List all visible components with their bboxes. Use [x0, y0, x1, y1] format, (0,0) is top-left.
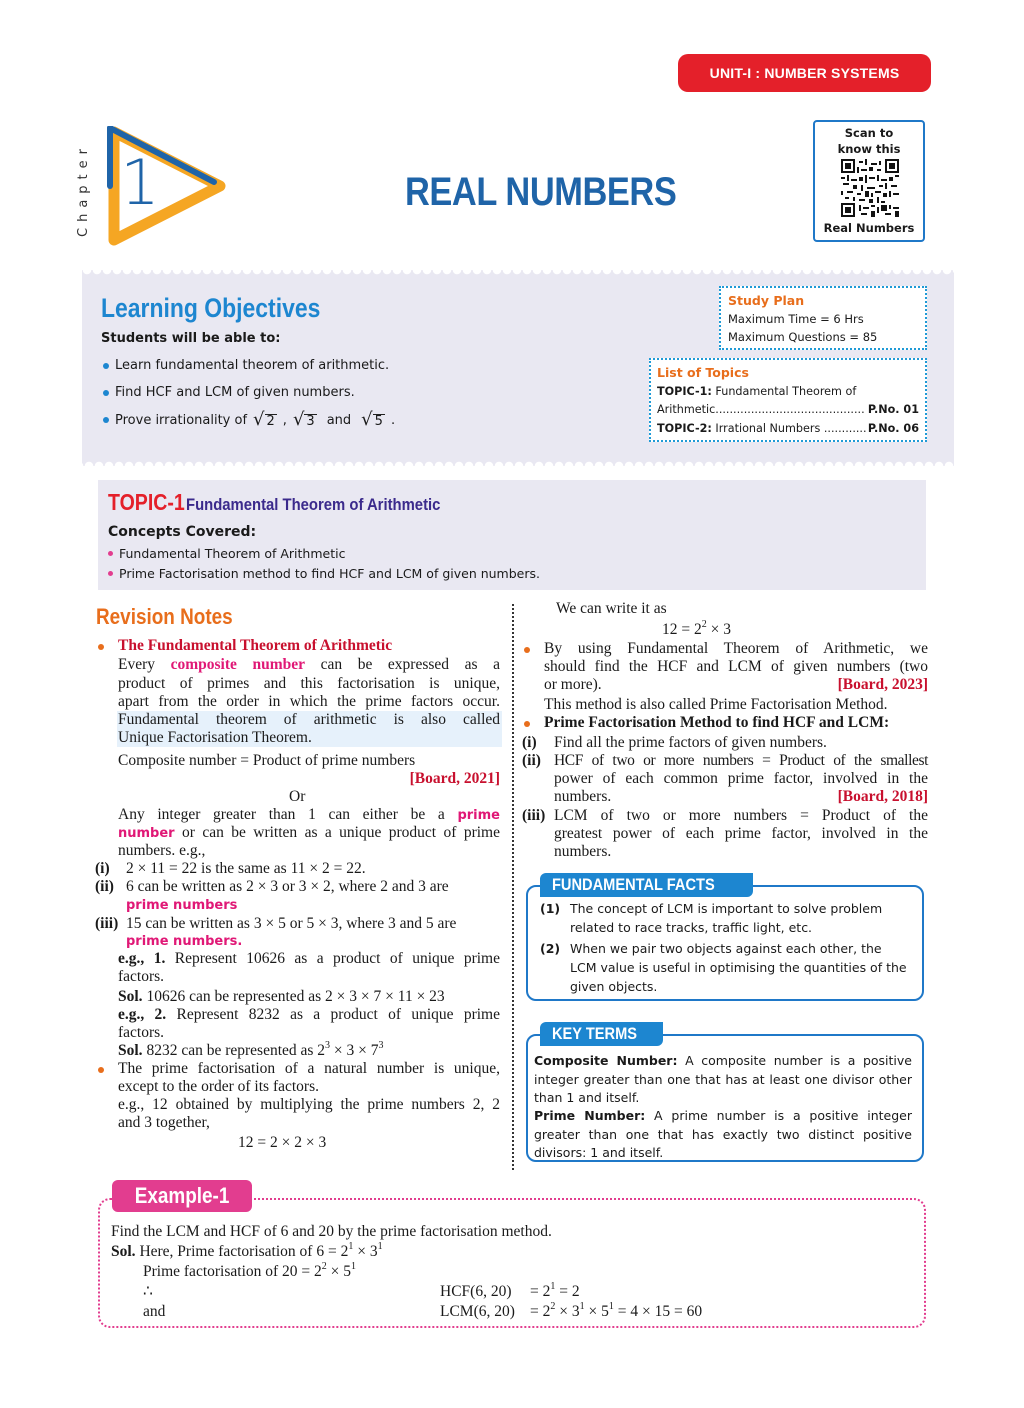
- example-line: factors.: [118, 1024, 165, 1041]
- list-text: Find all the prime factors of given numbers.: [554, 734, 827, 751]
- solution-line: Sol. 8232 can be represented as $2^3 \times 3 \times 7^3$: [118, 1039, 384, 1059]
- paragraph-line: This method is also called Prime Factorisation Method.: [544, 696, 888, 713]
- bullet-icon: [103, 390, 109, 396]
- list-text: LCM of two or more numbers = Product of the: [554, 807, 928, 824]
- learning-objectives-title: Learning Objectives: [101, 293, 321, 323]
- objective-item: Prove irrationality of √ 2 , √ 3 and √ 5 .: [103, 411, 395, 429]
- example-line: e.g., 2. Represent 8232 as a product of unique prime: [118, 1006, 500, 1023]
- hcf-lhs: HCF(6, 20): [440, 1283, 512, 1300]
- fact-item: (1) The concept of LCM is important to solve problem related to race tracks, traffic light, etc.: [540, 901, 883, 935]
- qr-card[interactable]: [813, 120, 925, 242]
- topic-1-page[interactable]: Arithmetic.......................................... P.No. 01: [657, 403, 919, 416]
- paragraph-line: e.g., 12 obtained by multiplying the prime numbers 2, 2: [118, 1096, 500, 1113]
- composite-equation: Composite number = Product of prime numbers: [118, 752, 416, 769]
- list-text: numbers.: [554, 788, 612, 805]
- bullet-icon: [524, 721, 530, 727]
- lcm-rhs: = $2^2 \times 3^1 \times 5^1 = 4 \times 15 = 60$: [530, 1300, 703, 1320]
- objective-item: Learn fundamental theorem of arithmetic.: [103, 358, 389, 373]
- list-marker: (i): [95, 860, 110, 877]
- paragraph-line: We can write it as: [556, 600, 667, 617]
- paragraph-line: number or can be written as a unique product of prime: [118, 824, 500, 841]
- qr-caption: Scan to know this: [837, 126, 901, 156]
- bullet-icon: [103, 363, 109, 369]
- list-of-topics-box: List of Topics TOPIC-1: Fundamental Theorem of Arithmetic.......................................... P.No. 01 TOPIC-2: Irrational Numbers ............ P.No. 06: [649, 358, 927, 442]
- fundamental-facts-title: FUNDAMENTAL FACTS: [540, 873, 753, 897]
- qr-code-icon[interactable]: [841, 159, 899, 217]
- list-text: 15 can be written as 3 × 5 or 5 × 3, where 3 and 5 are: [126, 915, 457, 932]
- solution-line: Sol. Here, Prime factorisation of $6 = 2^1 \times 3^1$: [111, 1240, 383, 1260]
- solution-line: Sol. 10626 can be represented as 2 × 3 × 7 × 11 × 23: [118, 988, 445, 1005]
- list-marker: (ii): [95, 878, 114, 895]
- board-tag: [Board, 2021]: [409, 770, 500, 787]
- paragraph-line: By using Fundamental Theorem of Arithmetic, we: [544, 640, 928, 657]
- sqrt-5: √ 5: [361, 409, 383, 430]
- equation: $12 = 2^2 \times 3$: [662, 618, 731, 638]
- list-marker: (i): [522, 734, 537, 751]
- bullet-icon: [108, 571, 113, 576]
- topic-1-heading: TOPIC-1Fundamental Theorem of Arithmetic: [108, 489, 441, 515]
- board-tag: [Board, 2023]: [837, 676, 928, 693]
- fact-item: (2) When we pair two objects against each other, the LCM value is useful in optimising the quantities of the given objects.: [540, 941, 907, 994]
- unit-badge: UNIT-I : NUMBER SYSTEMS: [678, 54, 931, 92]
- objective-item: Find HCF and LCM of given numbers.: [103, 385, 355, 400]
- chapter-label: Chapter: [76, 143, 91, 237]
- equation: 12 = 2 × 2 × 3: [238, 1134, 327, 1151]
- key-terms-title: KEY TERMS: [540, 1022, 663, 1046]
- therefore-symbol: ∴: [143, 1283, 153, 1300]
- bullet-icon: [108, 551, 113, 556]
- learning-objectives-subtitle: Students will be able to:: [101, 331, 281, 346]
- bullet-icon: [98, 1067, 104, 1073]
- example-line: factors.: [118, 968, 165, 985]
- list-text: greatest power of each prime factor, involved in the: [554, 825, 928, 842]
- bullet-icon: [103, 417, 109, 423]
- sqrt-3: √ 3: [292, 409, 315, 430]
- paragraph-line: product of primes and this factorisation is unique,: [118, 675, 500, 692]
- bullet-icon: [524, 647, 530, 653]
- revision-notes-title: Revision Notes: [96, 604, 233, 629]
- column-divider: [512, 604, 514, 1170]
- paragraph-line: Any integer greater than 1 can either be a prime: [118, 806, 500, 823]
- paragraph-line: and 3 together,: [118, 1114, 210, 1131]
- bullet-icon: [98, 644, 104, 650]
- list-marker: (iii): [95, 915, 119, 932]
- list-text: 2 × 11 = 22 is the same as 11 × 2 = 22.: [126, 860, 366, 877]
- key-term-composite: Composite Number: A composite number is a positive integer greater than one that has at least one divisor other than 1 and itself.: [534, 1053, 912, 1105]
- example-question: Find the LCM and HCF of 6 and 20 by the prime factorisation method.: [111, 1223, 552, 1240]
- list-text: 6 can be written as 2 × 3 or 3 × 2, where 2 and 3 are: [126, 878, 449, 895]
- example-line: e.g., 1. Represent 10626 as a product of unique prime: [118, 950, 500, 967]
- list-text: prime numbers: [126, 898, 238, 913]
- example-tag: Example-1: [112, 1180, 252, 1212]
- paragraph-line: except to the order of its factors.: [118, 1078, 319, 1095]
- sqrt-2: √ 2: [253, 409, 275, 430]
- method-heading: Prime Factorisation Method to find HCF and LCM:: [544, 714, 890, 731]
- topic-2-link[interactable]: TOPIC-2: Irrational Numbers ............ P.No. 06: [657, 421, 919, 435]
- or-text: Or: [289, 788, 306, 805]
- qr-topic-name: Real Numbers: [823, 221, 915, 235]
- paragraph-line: Fundamental theorem of arithmetic is also called: [118, 711, 500, 728]
- paragraph: Every composite number can be expressed as a: [118, 656, 501, 673]
- paragraph-line: should find the HCF and LCM of given numbers (two: [544, 658, 928, 675]
- concepts-covered-title: Concepts Covered:: [108, 524, 257, 540]
- paragraph-line: Unique Factorisation Theorem.: [118, 729, 312, 746]
- list-marker: (iii): [522, 807, 546, 824]
- paragraph-line: or more).: [544, 676, 602, 693]
- list-text: HCF of two or more numbers = Product of the smallest: [554, 752, 928, 769]
- list-marker: (ii): [522, 752, 541, 769]
- concept-item: Fundamental Theorem of Arithmetic: [108, 546, 345, 561]
- paragraph-line: The prime factorisation of a natural number is unique,: [118, 1060, 500, 1077]
- chapter-number: 1: [120, 146, 160, 219]
- page-title: REAL NUMBERS: [405, 170, 677, 214]
- paragraph-line: numbers. e.g.,: [118, 842, 206, 859]
- paragraph-line: apart from the order in which the prime factors occur.: [118, 693, 500, 710]
- list-text: prime numbers.: [126, 934, 243, 949]
- hcf-rhs: = $2^1 = 2$: [530, 1280, 580, 1300]
- lcm-lhs: LCM(6, 20): [440, 1303, 515, 1320]
- list-text: power of each common prime factor, involved in the: [554, 770, 928, 787]
- concept-item: Prime Factorisation method to find HCF and LCM of given numbers.: [108, 566, 540, 581]
- fta-heading: The Fundamental Theorem of Arithmetic: [118, 637, 393, 654]
- study-plan-box: Study Plan Maximum Time = 6 Hrs Maximum Questions = 85: [719, 286, 927, 350]
- list-text: numbers.: [554, 843, 612, 860]
- solution-line: Prime factorisation of $20 = 2^2 \times 5^1$: [143, 1260, 357, 1280]
- and-text: and: [143, 1303, 166, 1320]
- topic-1-link[interactable]: TOPIC-1: Fundamental Theorem of: [657, 384, 857, 398]
- key-term-prime: Prime Number: A prime number is a positive integer greater than one that has exactly two distinct positive divisors: 1 and itself.: [534, 1108, 912, 1160]
- board-tag: [Board, 2018]: [837, 788, 928, 805]
